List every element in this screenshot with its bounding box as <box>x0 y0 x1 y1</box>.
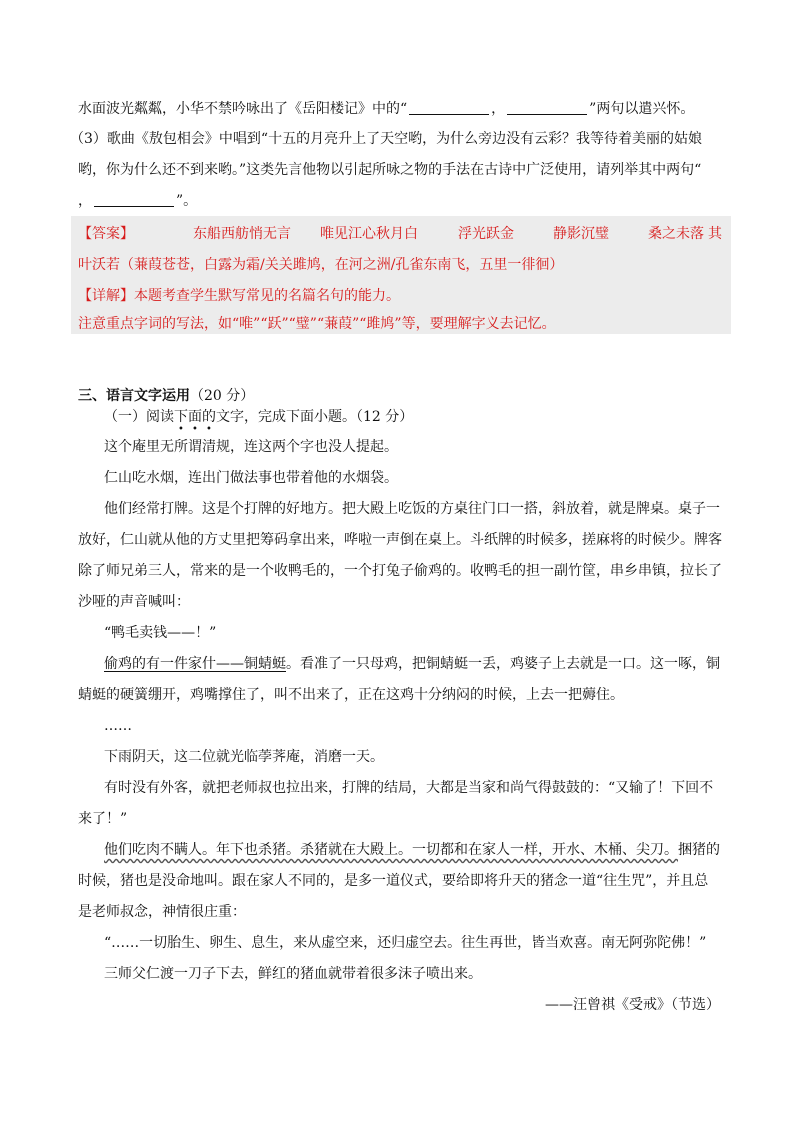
passage-line: “鸭毛卖钱——！” <box>104 625 217 641</box>
underlined-sentence: 偷鸡的有一件家什——铜蜻蜓 <box>104 656 286 672</box>
passage-line: 放好，仁山就从他的方丈里把筹码拿出来，哗啦一声倒在桌上。斗纸牌的时候多，搓麻将的时候少。牌客 <box>78 532 722 548</box>
passage-line: 偷鸡的有一件家什——铜蜻蜓。看准了一只母鸡，把铜蜻蜓一丢，鸡婆子上去就是一口。这一啄，铜 <box>104 656 720 672</box>
passage-line: 来了！” <box>78 811 128 827</box>
q3-line-2: 哟，你为什么还不到来哟。”这类先言他物以引起所咏之物的手法在古诗中广泛使用，请列举其中两句“ <box>78 162 702 178</box>
passage-line: 时候，猪也是没命地叫。跟在家人不同的，是多一道仪式，要给即将升天的猪念一道“往生咒”，并且总 <box>78 873 709 889</box>
answer-line-2: 叶沃若（蒹葭苍苍，白露为霜/关关雎鸠，在河之洲/孔雀东南飞，五里一徘徊） <box>78 257 564 273</box>
section-heading <box>78 386 800 406</box>
section-title: 三、语言文字运用 <box>78 388 190 404</box>
passage-ellipsis: …… <box>104 718 132 734</box>
passage-line: 是老师叔念，神情很庄重： <box>78 904 246 920</box>
passage-line: 除了师兄弟三人，常来的是一个收鸭毛的，一个打兔子偷鸡的。收鸭毛的担一副竹筐，串乡串镇，拉长了 <box>78 563 722 579</box>
emphasis-char: 所 <box>174 439 188 455</box>
answer-item: 静影沉璧 <box>553 226 609 242</box>
answer-blank-2[interactable] <box>507 100 587 115</box>
passage-line: 沙哑的声音喊叫： <box>78 594 190 610</box>
q3-line-3: ， ”。 <box>78 193 198 209</box>
passage-source: ——汪曾祺《受戒》（节选） <box>545 997 720 1013</box>
emphasis-char: 谓 <box>188 439 202 455</box>
answer-item: 东船西舫悄无言 <box>193 226 291 242</box>
passage-line: 他们经常打牌。这是个打牌的好地方。把大殿上吃饭的方桌往门口一搭，斜放着，就是牌桌。桌子一 <box>104 501 720 517</box>
note-line: 注意重点字词的写法，如“唯”“跃”“璧”“蒹葭”“雎鸠”等，要理解字义去记忆。 <box>78 316 556 332</box>
emphasis-char: 清 <box>202 439 216 455</box>
passage-line: 三师父仁渡一刀子下去，鲜红的猪血就带着很多沫子喷出来。 <box>104 966 482 982</box>
answer-item: 浮光跃金 <box>458 226 514 242</box>
q2-tail-line: 水面波光粼粼，小华不禁吟咏出了《岳阳楼记》中的“ ， ”两句以遣兴怀。 <box>78 101 695 117</box>
section-subtitle: （一）阅读下面的文字，完成下面小题。（12 分） <box>104 409 414 425</box>
passage-line: 他们吃肉不瞒人。年下也杀猪。杀猪就在大殿上。一切都和在家人一样，开水、木桶、尖刀。捆猪的 <box>104 842 720 858</box>
passage-line: “……一切胎生、卵生、息生，来从虚空来，还归虚空去。往生再世，皆当欢喜。南无阿弥陀佛！” <box>104 935 707 951</box>
passage-line: 这个庵里无所谓清规，连这两个字也没人提起。 <box>104 439 398 455</box>
answer-label: 【答案】 <box>78 226 134 242</box>
passage-line: 蜻蜓的硬簧绷开，鸡嘴撑住了，叫不出来了，正在这鸡十分纳闷的时候，上去一把薅住。 <box>78 687 624 703</box>
q2-text: 水面波光粼粼，小华不禁吟咏出了《岳阳楼记》中的“ <box>78 101 408 117</box>
detail-label: 【详解】 <box>78 288 134 304</box>
passage-line: 下雨阴天，这二位就光临荸荠庵，消磨一天。 <box>104 749 384 765</box>
answer-item: 唯见江心秋月白 <box>320 226 418 242</box>
answer-item: 其 <box>708 226 722 242</box>
wavy-underlined-sentence: 他们吃肉不瞒人。年下也杀猪。杀猪就在大殿上。一切都和在家人一样，开水、木桶、尖刀。 <box>104 842 678 858</box>
detail-text: 本题考查学生默写常见的名篇名句的能力。 <box>134 288 400 304</box>
section-score: （20 分） <box>190 388 255 404</box>
answer-blank-1[interactable] <box>409 100 489 115</box>
detail-line <box>78 286 800 306</box>
passage-line: 有时没有外客，就把老师叔也拉出来，打牌的结局，大都是当家和尚气得鼓鼓的：“又输了！下回不 <box>104 780 714 796</box>
passage-line: 仁山吃水烟，连出门做法事也带着他的水烟袋。 <box>104 470 398 486</box>
answer-blank-3[interactable] <box>94 192 174 207</box>
q3-line-1: （3）歌曲《敖包相会》中唱到“十五的月亮升上了天空哟，为什么旁边没有云彩？我等待着美丽的姑娘 <box>70 131 703 147</box>
answer-item: 桑之未落 <box>648 226 704 242</box>
